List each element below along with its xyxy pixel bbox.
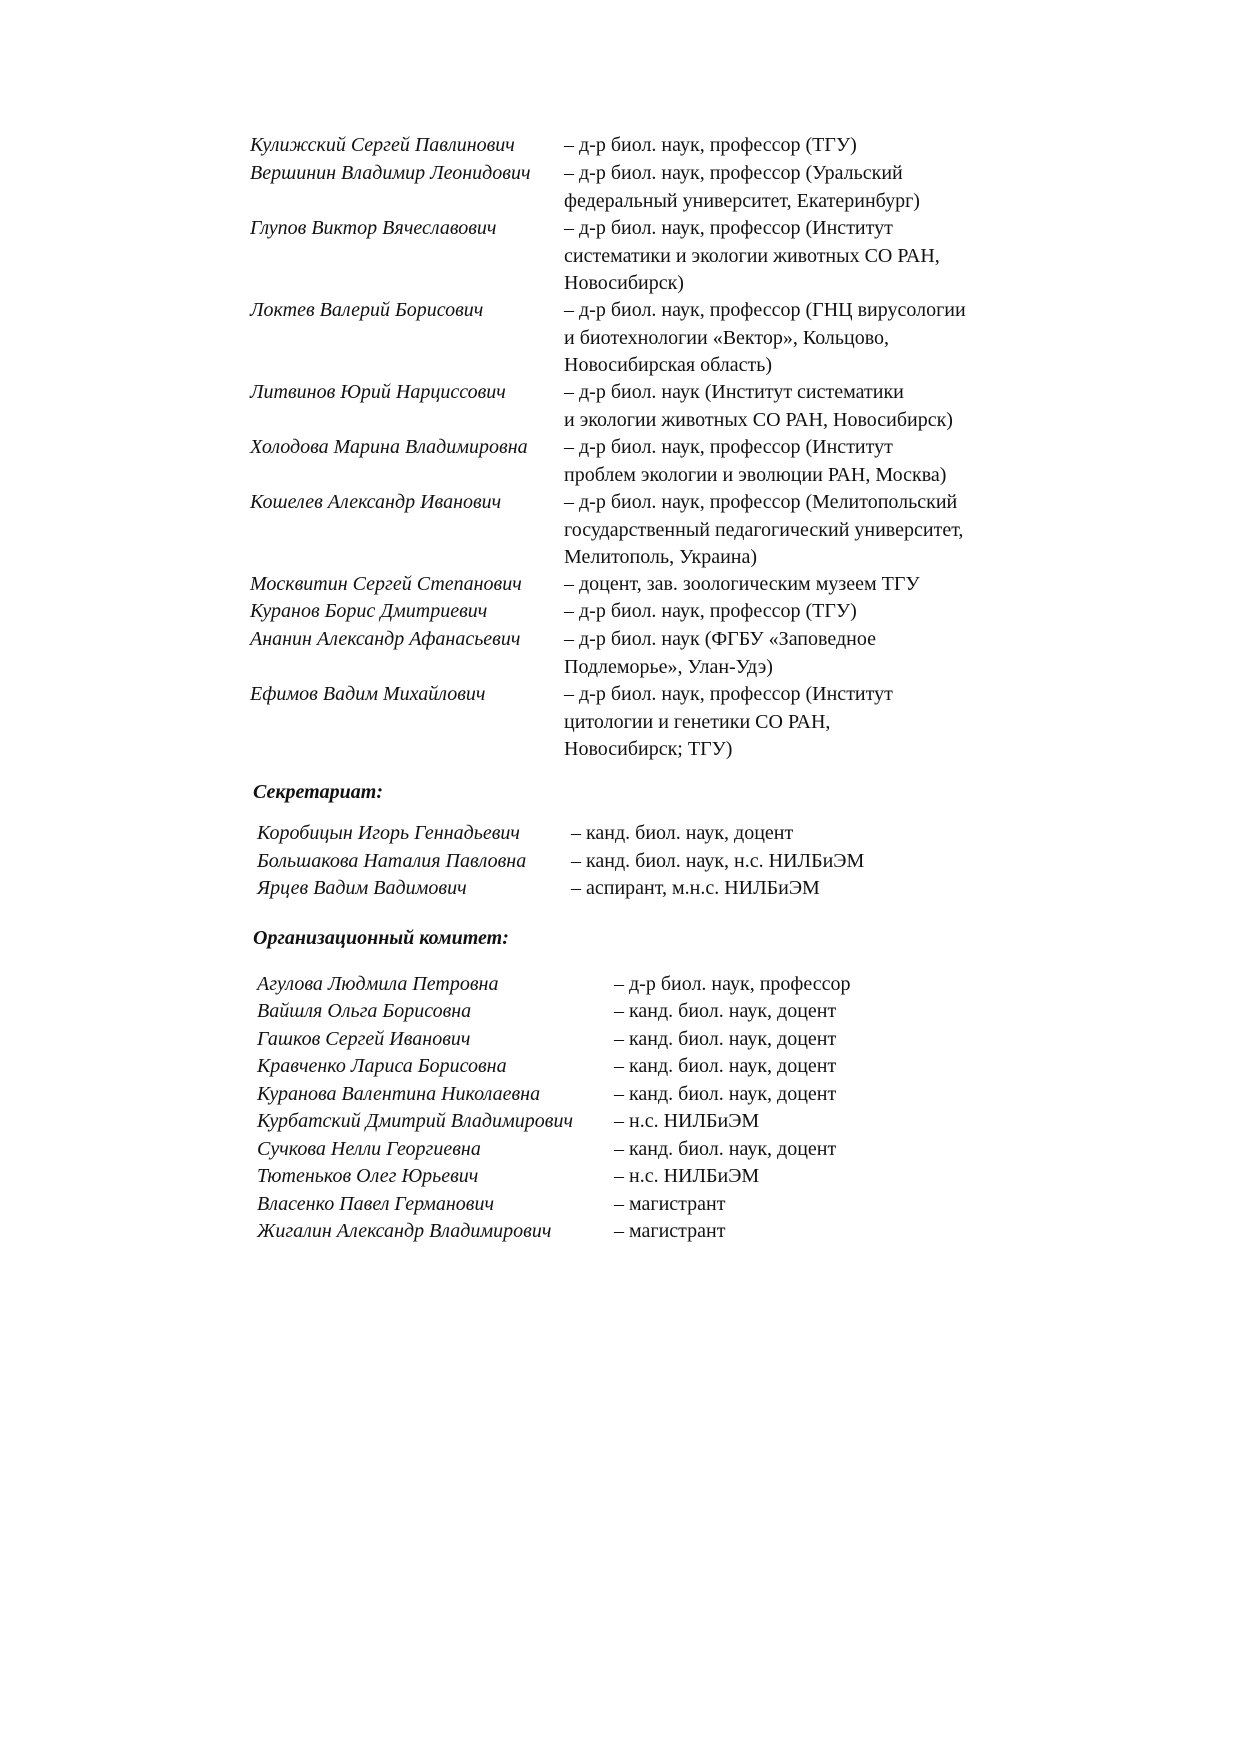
member-name: Ананин Александр Афанасьевич xyxy=(250,628,521,650)
member-role: – аспирант, м.н.с. НИЛБиЭМ xyxy=(571,877,820,899)
member-name: Курбатский Дмитрий Владимирович xyxy=(257,1110,573,1132)
member-name: Куранов Борис Дмитриевич xyxy=(250,600,488,622)
member-role: – д-р биол. наук, профессор (Институт систематики и экологии животных СО РАН, Новосибирск) xyxy=(564,217,940,294)
member-role: – канд. биол. наук, доцент xyxy=(614,1138,837,1160)
member-role: – д-р биол. наук, профессор xyxy=(614,973,851,995)
member-role: – магистрант xyxy=(614,1193,726,1215)
member-role: – д-р биол. наук, профессор (ТГУ) xyxy=(564,134,857,156)
member-name: Сучкова Нелли Георгиевна xyxy=(257,1138,481,1160)
member-name: Вайшля Ольга Борисовна xyxy=(257,1000,472,1022)
member-name: Глупов Виктор Вячеславович xyxy=(250,217,497,239)
member-role: – д-р биол. наук, профессор (Институт цитологии и генетики СО РАН, Новосибирск; ТГУ) xyxy=(564,683,893,760)
member-name: Москвитин Сергей Степанович xyxy=(250,573,522,595)
member-name: Ефимов Вадим Михайлович xyxy=(250,683,486,705)
member-name: Кошелев Александр Иванович xyxy=(250,491,502,513)
member-name: Кулижский Сергей Павлинович xyxy=(250,134,515,156)
member-name: Литвинов Юрий Нарциссович xyxy=(250,381,506,403)
member-name: Кравченко Лариса Борисовна xyxy=(257,1055,507,1077)
member-role: – канд. биол. наук, доцент xyxy=(614,1055,837,1077)
member-name: Ярцев Вадим Вадимович xyxy=(257,877,467,899)
member-role: – н.с. НИЛБиЭМ xyxy=(614,1165,760,1187)
member-name: Агулова Людмила Петровна xyxy=(257,973,499,995)
secretariat-heading: Секретариат: xyxy=(253,781,383,803)
member-role: – д-р биол. наук, профессор (ТГУ) xyxy=(564,600,857,622)
member-role: – канд. биол. наук, доцент xyxy=(614,1028,837,1050)
member-name: Гашков Сергей Иванович xyxy=(257,1028,471,1050)
member-role: – канд. биол. наук, н.с. НИЛБиЭМ xyxy=(571,850,865,872)
member-name: Холодова Марина Владимировна xyxy=(250,436,528,458)
member-name: Жигалин Александр Владимирович xyxy=(257,1220,552,1242)
member-role: – д-р биол. наук (ФГБУ «Заповедное Подлеморье», Улан-Удэ) xyxy=(564,628,876,678)
member-name: Куранова Валентина Николаевна xyxy=(257,1083,541,1105)
member-name: Коробицын Игорь Геннадьевич xyxy=(257,822,520,844)
member-role: – д-р биол. наук, профессор (Уральский федеральный университет, Екатеринбург) xyxy=(564,162,920,212)
member-name: Власенко Павел Германович xyxy=(257,1193,494,1215)
member-role: – д-р биол. наук, профессор (Мелитопольский государственный педагогический университет, Мелитополь, Украина) xyxy=(564,491,964,568)
member-name: Тютеньков Олег Юрьевич xyxy=(257,1165,479,1187)
org-committee-heading: Организационный комитет: xyxy=(253,927,509,949)
member-role: – д-р биол. наук, профессор (Институт проблем экологии и эволюции РАН, Москва) xyxy=(564,436,947,486)
member-role: – д-р биол. наук, профессор (ГНЦ вирусологии и биотехнологии «Вектор», Кольцово, Новосибирская область) xyxy=(564,299,966,376)
member-role: – н.с. НИЛБиЭМ xyxy=(614,1110,760,1132)
member-name: Локтев Валерий Борисович xyxy=(250,299,484,321)
member-name: Большакова Наталия Павловна xyxy=(257,850,527,872)
member-role: – канд. биол. наук, доцент xyxy=(614,1083,837,1105)
member-name: Вершинин Владимир Леонидович xyxy=(250,162,531,184)
member-role: – канд. биол. наук, доцент xyxy=(571,822,794,844)
member-role: – доцент, зав. зоологическим музеем ТГУ xyxy=(564,573,920,595)
member-role: – канд. биол. наук, доцент xyxy=(614,1000,837,1022)
member-role: – д-р биол. наук (Институт систематики и экологии животных СО РАН, Новосибирск) xyxy=(564,381,953,431)
member-role: – магистрант xyxy=(614,1220,726,1242)
